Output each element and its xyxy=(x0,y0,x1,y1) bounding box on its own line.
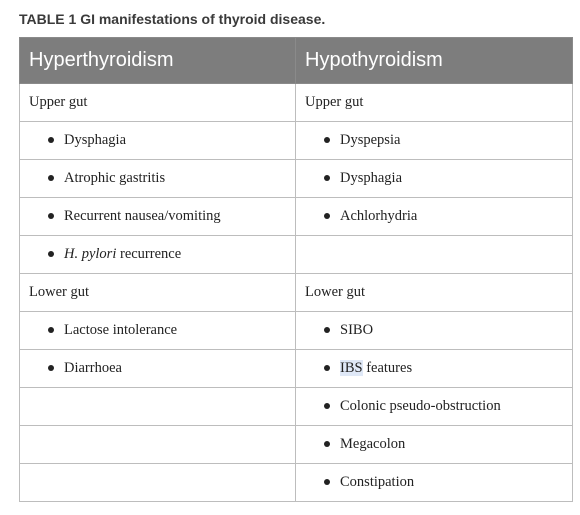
section-label: Upper gut xyxy=(20,84,296,122)
table-cell xyxy=(20,312,296,350)
table-header-row xyxy=(20,38,573,84)
table-caption: TABLE 1 GI manifestations of thyroid disease. xyxy=(19,11,326,27)
table-cell xyxy=(20,236,296,274)
table-cell xyxy=(20,160,296,198)
table-cell-empty xyxy=(20,388,296,426)
table-cell xyxy=(296,160,573,198)
table-cell xyxy=(296,312,573,350)
section-label: Upper gut xyxy=(296,84,573,122)
cell-text: Diarrhoea xyxy=(64,360,122,376)
bullet-icon xyxy=(48,327,54,333)
cell-text: features xyxy=(362,360,413,376)
bullet-icon xyxy=(324,137,330,143)
cell-text: recurrence xyxy=(116,246,182,262)
bullet-icon xyxy=(324,327,330,333)
cell-text: Constipation xyxy=(340,474,415,490)
bullet-icon xyxy=(324,365,330,371)
table-cell xyxy=(296,198,573,236)
table-row xyxy=(20,312,573,350)
highlighted-text: IBS xyxy=(340,360,363,376)
header-hypothyroidism: Hypothyroidism xyxy=(296,38,573,84)
bullet-icon xyxy=(48,175,54,181)
bullet-icon xyxy=(324,479,330,485)
table-cell xyxy=(20,350,296,388)
cell-text: Recurrent nausea/vomiting xyxy=(64,208,221,224)
cell-text: SIBO xyxy=(340,322,374,338)
table-row xyxy=(20,236,573,274)
cell-text: Dyspepsia xyxy=(340,132,401,148)
table-row xyxy=(20,350,573,388)
table-cell xyxy=(296,350,573,388)
cell-text: Lactose intolerance xyxy=(64,322,178,338)
table-row xyxy=(20,426,573,464)
table-cell-empty xyxy=(20,464,296,502)
bullet-icon xyxy=(48,365,54,371)
table-row xyxy=(20,84,573,122)
bullet-icon xyxy=(324,175,330,181)
cell-text: Achlorhydria xyxy=(340,208,418,224)
bullet-icon xyxy=(324,441,330,447)
bullet-icon xyxy=(48,213,54,219)
table-row xyxy=(20,388,573,426)
table-cell xyxy=(296,388,573,426)
thyroid-gi-table xyxy=(19,37,573,502)
cell-text: Atrophic gastritis xyxy=(64,170,166,186)
section-label: Lower gut xyxy=(296,274,573,312)
section-label: Lower gut xyxy=(20,274,296,312)
cell-text: Megacolon xyxy=(340,436,406,452)
table-row xyxy=(20,122,573,160)
table-row xyxy=(20,464,573,502)
bullet-icon xyxy=(324,403,330,409)
bullet-icon xyxy=(48,251,54,257)
bullet-icon xyxy=(324,213,330,219)
header-hyperthyroidism: Hyperthyroidism xyxy=(20,38,296,84)
table-cell xyxy=(20,122,296,160)
cell-text: Dysphagia xyxy=(64,132,127,148)
table-cell xyxy=(296,426,573,464)
table-cell-empty xyxy=(296,236,573,274)
table-row xyxy=(20,160,573,198)
table-cell-empty xyxy=(20,426,296,464)
cell-text: Colonic pseudo-obstruction xyxy=(340,398,501,414)
table-cell xyxy=(296,122,573,160)
table-cell xyxy=(296,464,573,502)
cell-text-italic: H. pylori xyxy=(64,246,117,262)
cell-text: Dysphagia xyxy=(340,170,403,186)
table-row xyxy=(20,198,573,236)
table-row xyxy=(20,274,573,312)
table-cell xyxy=(20,198,296,236)
bullet-icon xyxy=(48,137,54,143)
